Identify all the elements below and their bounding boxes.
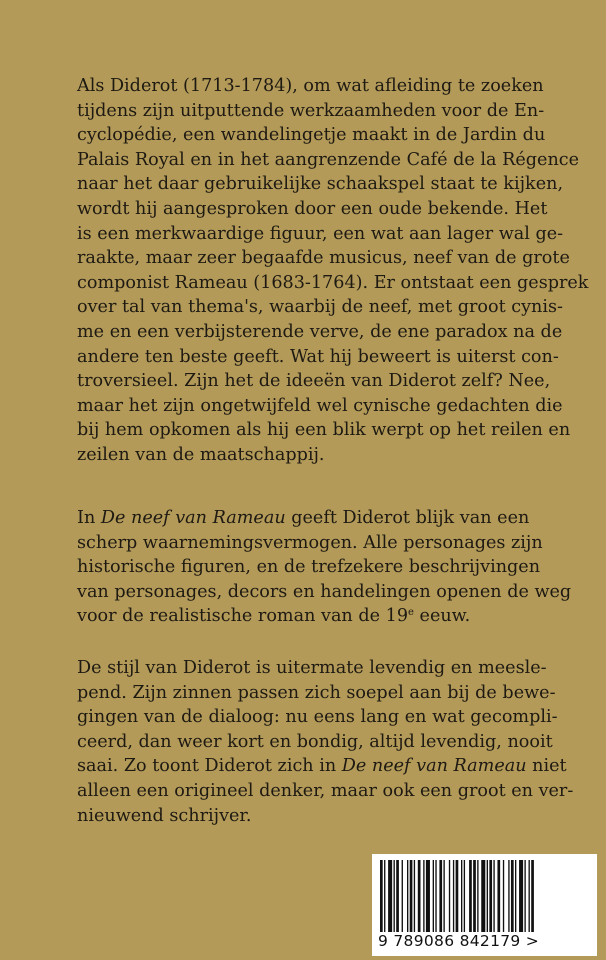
barcode-bar [519,860,523,932]
text-line: me en een verbijsterende verve, de ene paradox na de [77,321,563,342]
text-line: andere ten beste geeft. Wat hij beweert is uiterst con- [77,346,559,367]
barcode-bar [435,860,436,932]
text-line: historische figuren, en de trefzekere beschrijvingen [77,557,541,578]
text-line: componist Rameau (1683-1764). Er ontstaat een gesprek [77,272,589,293]
barcode-bar [407,860,408,932]
quiet-zone-arrow: > [525,932,540,950]
barcode-bar [456,860,459,932]
barcode-bar [487,860,488,932]
text-line: bij hem opkomen als hij een blik werpt op het reilen en [77,420,571,441]
text-line: van personages, decors en handelingen openen de weg [77,581,572,602]
text-line: tijdens zijn uitputtende werkzaamheden voor de En- [77,100,545,121]
barcode-bar [439,860,442,932]
barcode-bar [443,860,444,932]
barcode-bar [529,860,530,932]
century-superscript: e [408,607,414,619]
barcode-bar [433,860,434,932]
barcode-bar [515,860,516,932]
barcode-bars [378,860,591,932]
barcode-bar [453,860,454,932]
text-line: Als Diderot (1713-1784), om wat afleiding te zoeken [77,76,544,96]
barcode-bar [477,860,478,932]
barcode-bar [531,860,534,932]
barcode-bar [503,860,504,932]
barcode-bar [497,860,500,932]
text-line: Palais Royal en in het aangrenzende Café de la Régence [77,149,580,170]
barcode-bar [418,860,421,932]
barcode-bar [396,860,399,932]
text-line: is een merkwaardige figuur, een wat aan lager wal ge- [77,223,564,244]
barcode-bar [423,860,424,932]
barcode-bar [461,860,462,932]
barcode-bar [394,860,395,932]
text-line: zeilen van de maatschappij. [77,444,325,465]
text-line: nieuwend schrijver. [77,805,252,826]
text-line: ceerd, dan weer kort en bondig, altijd levendig, nooit [77,731,553,752]
book-title: De neef van Rameau [100,508,286,528]
barcode-bar [410,860,413,932]
text-line: alleen een origineel denker, maar ook een groot en ver- [77,780,574,801]
barcode-bar [473,860,476,932]
text-line: voor de realistische roman van de 19e eeuw. [77,606,471,627]
text-line: De stijl van Diderot is uitermate levendig en meesle- [77,658,547,678]
text-line: gingen van de dialoog: nu eens lang en wat gecompli- [77,707,558,728]
barcode-bar [508,860,509,932]
text-line: wordt hij aangesproken door een oude bekende. Het [77,198,548,219]
text-line: In De neef van Rameau geeft Diderot blijk van een [77,508,530,528]
text-line: pend. Zijn zinnen passen zich soepel aan bij de bewe- [77,682,556,703]
barcode-bar [464,860,465,932]
isbn-number: 9 789086 842179 > [378,932,540,950]
text-line: saai. Zo toont Diderot zich in De neef van Rameau niet [77,756,567,777]
barcode-bar [469,860,472,932]
text-line: naar het daar gebruikelijke schaakspel staat te kijken, [77,174,564,195]
paragraph-intro [77,74,589,468]
barcode-bar [489,860,492,932]
barcode-bar [414,860,415,932]
paragraph-style [77,656,574,828]
text-line: over tal van thema's, waarbij de neef, met groot cynis- [77,297,563,318]
paragraph-observation [77,506,572,629]
barcode-bar [511,860,514,932]
barcode-bar [402,860,403,932]
barcode-bar [493,860,494,932]
text-line: maar het zijn ongetwijfeld wel cynische gedachten die [77,395,563,416]
text-line: raakte, maar zeer begaafde musicus, neef van de grote [77,248,570,269]
barcode-bar [380,860,383,932]
isbn-barcode [372,854,597,956]
barcode-bar [388,860,392,932]
barcode-bar [426,860,430,932]
text-line: scherp waarnemingsvermogen. Alle personages zijn [77,532,543,553]
barcode-bar [384,860,385,932]
text-line: troversieel. Zijn het de ideeën van Diderot zelf? Nee, [77,371,551,392]
book-title: De neef van Rameau [341,756,527,777]
text-line: cyclopédie, een wandelingetje maakt in de Jardin du [77,125,546,146]
barcode-bar [449,860,450,932]
barcode-bar [524,860,525,932]
barcode-bar [481,860,485,932]
